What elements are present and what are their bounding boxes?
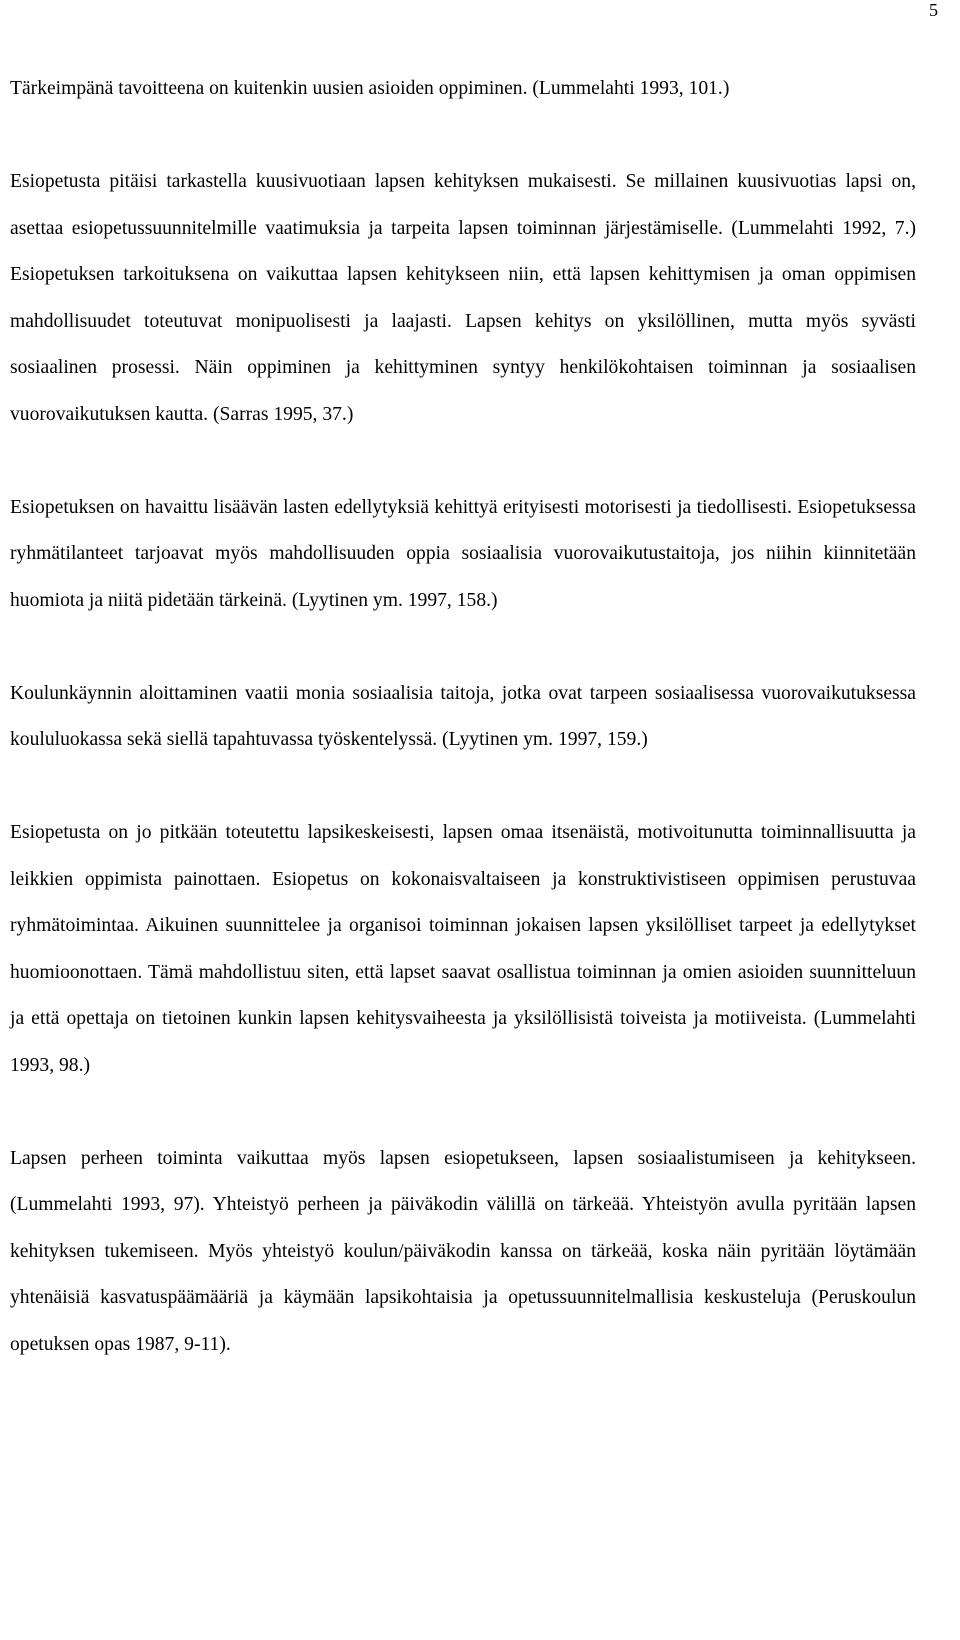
page-number: 5 [929,0,938,20]
paragraph: Esiopetusta on jo pitkään toteutettu lapsikeskeisesti, lapsen omaa itsenäistä, motivoitunutta toiminnallisuutta ja leikkien oppimista painottaen. Esiopetus on kokonaisvaltaiseen ja konstruktivistiseen oppimisen perustuvaa ryhmätoimintaa. Aikuinen suunnittelee ja organisoi toiminnan jokaisen lapsen yksilölliset tarpeet ja edellytykset huomioonottaen. Tämä mahdollistuu siten, että lapset saavat osallistua toiminnan ja omien asioiden suunnitteluun ja että opettaja on tietoinen kunkin lapsen kehitysvaiheesta ja yksilöllisistä toiveista ja motiiveista. (Lummelahti 1993, 98.) [10,822,916,1076]
paragraph: Esiopetusta pitäisi tarkastella kuusivuotiaan lapsen kehityksen mukaisesti. Se millainen kuusivuotias lapsi on, asettaa esiopetussuunnitelmille vaatimuksia ja tarpeita lapsen toiminnan järjestämiselle. (Lummelahti 1992, 7.) Esiopetuksen tarkoituksena on vaikuttaa lapsen kehitykseen niin, että lapsen kehittymisen ja oman oppimisen mahdollisuudet toteutuvat monipuolisesti ja laajasti. Lapsen kehitys on yksilöllinen, mutta myös syvästi sosiaalinen prosessi. Näin oppiminen ja kehittyminen syntyy henkilökohtaisen toiminnan ja sosiaalisen vuorovaikutuksen kautta. (Sarras 1995, 37.) [10,171,916,425]
paragraph: Esiopetuksen on havaittu lisäävän lasten edellytyksiä kehittyä erityisesti motorisesti ja tiedollisesti. Esiopetuksessa ryhmätilanteet tarjoavat myös mahdollisuuden oppia sosiaalisia vuorovaikutustaitoja, jos niihin kiinnitetään huomiota ja niitä pidetään tärkeinä. (Lyytinen ym. 1997, 158.) [10,496,916,611]
paragraph: Tärkeimpänä tavoitteena on kuitenkin uusien asioiden oppiminen. (Lummelahti 1993, 101.) [10,78,730,99]
paragraph: Lapsen perheen toiminta vaikuttaa myös lapsen esiopetukseen, lapsen sosiaalistumiseen ja kehitykseen. (Lummelahti 1993, 97). Yhteistyö perheen ja päiväkodin välillä on tärkeää. Yhteistyön avulla pyritään lapsen kehityksen tukemiseen. Myös yhteistyö koulun/päiväkodin kanssa on tärkeää, koska näin pyritään löytämään yhtenäisiä kasvatuspäämääriä ja käymään lapsikohtaisia ja opetussuunnitelmallisia keskusteluja (Peruskoulun opetuksen opas 1987, 9-11). [10,1147,916,1355]
paragraph: Koulunkäynnin aloittaminen vaatii monia sosiaalisia taitoja, jotka ovat tarpeen sosiaalisessa vuorovaikutuksessa koululuokassa sekä siellä tapahtuvassa työskentelyssä. (Lyytinen ym. 1997, 159.) [10,682,916,750]
